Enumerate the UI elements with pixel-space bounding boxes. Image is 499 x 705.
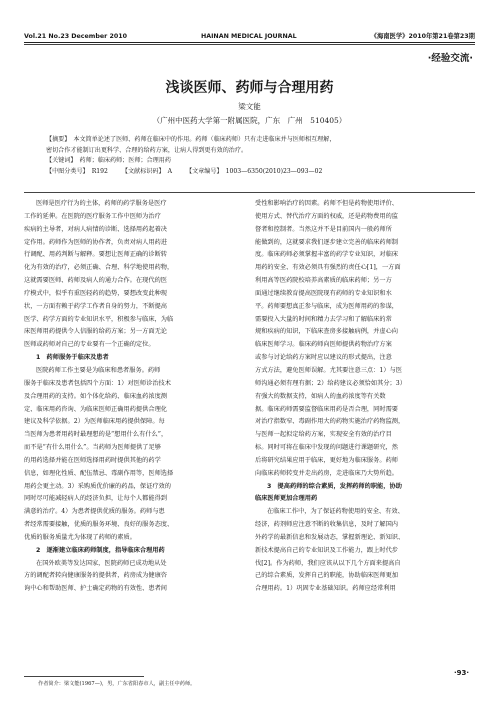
body-text-line: 在国外欧美等发达国家，医院药师已成功地从处 bbox=[36, 559, 167, 567]
running-header bbox=[24, 30, 475, 40]
body-text-line: 用药的安全、有效必须具有强烈的责任心[1]，一方面 bbox=[255, 264, 401, 272]
body-text-line: 能做到的，这就要求我们逐步建立完善的临床药师制 bbox=[255, 238, 399, 246]
section-heading: 2 逐渐建立临床药师制度，指导临床合理用药 bbox=[36, 546, 165, 554]
body-text-line: 而不是“有什么用什么”。当药师为医师提供了足够 bbox=[24, 444, 161, 452]
classification-line bbox=[46, 167, 453, 178]
section-heading: 1 药师服务于临床及患者 bbox=[36, 354, 109, 362]
header-rule-thin bbox=[24, 44, 475, 45]
author-affiliation: （广州中医药大学第一附属医院，广东 广州 510405） bbox=[152, 116, 347, 125]
body-text-line: 询中心和帮助医师、护士确定药物的有效性、患者间 bbox=[24, 585, 168, 593]
header-volume: Vol.21 No.23 December 2010 bbox=[24, 33, 127, 40]
section-heading: 3 提高药师的综合素质，发挥药师的职能，协助 bbox=[267, 482, 402, 490]
body-text-line: 平。药师要想真正参与临床，成为医师用药的参谋， bbox=[255, 302, 399, 310]
body-text-line: 行调配、用药判断与解释。要想让医师正确的诊断转 bbox=[24, 251, 168, 259]
keywords: 【关键词】 药师；临床药师；医师；合理用药 bbox=[46, 157, 171, 165]
body-text-line: 临床医师学习。临床药师向医师提供药物治疗方案 bbox=[255, 341, 392, 349]
author-footnote: 作者简介：梁文能(1967—)，男，广东省阳春市人，副主任中药师。 bbox=[38, 681, 196, 687]
body-text-line: 医院药师工作主要是为临床和患者服务。药师 bbox=[36, 366, 161, 374]
body-text-line: 或参与讨论给药方案时应以建议的形式提出，注意 bbox=[255, 354, 392, 362]
body-text-line: 同时尽可能减轻病人的经济负担，让每个人都能得到 bbox=[24, 495, 168, 503]
body-text-line: 需要投入大量的时间和精力去学习和了解临床的常 bbox=[255, 315, 392, 323]
body-text-line: 者经常需要接触，优质的服务环境、良好的服务态度、 bbox=[24, 521, 174, 529]
body-text-line: 用药会更主动。3）采购质优价廉的药品，保证疗效的 bbox=[24, 482, 171, 490]
body-text-line: 受性和影响治疗的因素。药师不但是药物使用评价、 bbox=[255, 200, 399, 207]
footnote-rule bbox=[24, 676, 144, 677]
right-column bbox=[255, 198, 476, 596]
body-text-line: 与医师一起拟定给药方案，实现安全有效的治疗目 bbox=[255, 431, 392, 439]
body-text-line: 方的调配者转向健康服务的提供者，药房成为健康咨 bbox=[24, 572, 168, 580]
body-text-line: 医师或药师对自己的专业要有一个正确的定位。 bbox=[24, 341, 155, 349]
body-text-line: 疾病的主导者，对病人病情的诊断、选择用药起着决 bbox=[24, 225, 168, 233]
body-text-line: 化为有效的治疗，必须正确、合理、科学地使用药物， bbox=[24, 264, 174, 272]
body-text-line: 己的综合素质，发挥自己的职能，协助临床医师更加 bbox=[255, 572, 399, 580]
body-text-line: 医学、药学方面的专业知识水平，积极参与临床，为临 bbox=[24, 315, 174, 323]
body-text-line: 状，一方面有赖于药学工作者自身的努力，不断提高 bbox=[24, 302, 168, 310]
body-text-line: 师沟通必须有理有据；2）给药建议必须恰如其分；3） bbox=[255, 379, 406, 387]
body-text-line: 这就需要医师、药师及病人的通力合作。在现代的医 bbox=[24, 277, 168, 285]
body-text-line: 规和疾病的知识，下临床查房多接触病例，并虚心向 bbox=[255, 328, 399, 336]
abstract-line: 密切合作才能制订出更科学、合理的给药方案，让病人得到更有效的治疗。 bbox=[46, 146, 248, 154]
body-text-line: 合理用药。1）巩固专业基础知识。药师应经常利用 bbox=[255, 585, 396, 593]
body-text-line: 工作的延伸。在医院的医疗服务工作中医师为治疗 bbox=[24, 212, 161, 220]
body-text-line: 定、临床用药咨询、为临床医师正确用药提供合理化 bbox=[24, 405, 168, 413]
body-text-line: 对治疗指数窄、毒副作用大的药物实施治疗药物监测， bbox=[255, 418, 405, 426]
section-heading: 临床医师更加合理用药 bbox=[255, 495, 318, 503]
header-journal-name: HAINAN MEDICAL JOURNAL bbox=[200, 33, 297, 40]
body-text-line: 信息，如理化性质、配伍禁忌、毒副作用等，医师选择 bbox=[24, 469, 174, 477]
section-tag: ·经验交流· bbox=[427, 53, 473, 64]
body-text-line: 外药学的最新信息和发展动态，掌握新理论、新知识、 bbox=[255, 533, 405, 541]
body-text-line: 定作用。药师作为医师的协作者，负责对病人用药进 bbox=[24, 238, 168, 246]
body-text-line: 新技术提高自己的专业知识及工作能力，跟上时代步 bbox=[255, 546, 399, 554]
body-text-line: 优质的服务质量尤为体现了药师的素质。 bbox=[24, 533, 136, 541]
article-number: 【文章编号】 1003—6350(2010)23—093—02 bbox=[186, 167, 323, 175]
body-text-line: 医师是医疗行为的主体，药师的药学服务是医疗 bbox=[36, 200, 167, 207]
body-text-line: 经济，药剂师应注意不断的收集信息，及时了解国内 bbox=[255, 521, 399, 529]
body-text-line: 床医师用药提供令人信服的给药方案；另一方面无论 bbox=[24, 328, 168, 336]
page-number: ·93· bbox=[453, 669, 469, 677]
body-text-line: 据。临床药师需要监督临床用药是否合理，同时需要 bbox=[255, 405, 399, 413]
article-author: 梁文能 bbox=[238, 102, 261, 111]
body-text-line: 伐[2]。作为药师，我们应该从以下几个方面来提高自 bbox=[255, 559, 401, 567]
body-text-line: 的用药选择并能在医师选择用药时提供其他的药学 bbox=[24, 456, 161, 464]
body-text-line: 利用高等医药院校培养高素质的临床药师；另一方 bbox=[255, 277, 392, 285]
body-text-line: 使用方式、替代治疗方面的权威，还是药物费用的监 bbox=[255, 212, 399, 220]
body-text-line: 在临床工作中，为了保证药物使用的安全、有效、 bbox=[267, 508, 404, 516]
body-text-line: 标。同时可将在临床中发现的问题进行课题研究，然 bbox=[255, 444, 399, 452]
body-text-line: 有强大的数据支持，如病人的血药浓度等有关数 bbox=[255, 392, 386, 400]
body-text-line: 服务于临床及患者包括四个方面：1）对医师诊治技术 bbox=[24, 379, 171, 387]
left-column bbox=[24, 198, 245, 596]
body-text-line: 方式方法，避免医师误解。尤其要注意三点：1）与医 bbox=[255, 366, 402, 374]
body-text-line: 后将研究结果应用于临床，更好地为临床服务。药师 bbox=[255, 456, 399, 464]
header-rule bbox=[24, 42, 475, 43]
article-title: 浅谈医师、药师与合理用药 bbox=[165, 80, 334, 96]
clc-number: 【中图分类号】 R192 bbox=[46, 167, 108, 175]
abstract-line: 【摘要】 本文简单论述了医师、药师在临床中的作用。药师（临床药师）只有走进临床并与医师相互理解， bbox=[46, 136, 336, 143]
body-text-line: 疗模式中，似乎有重医轻药的趋势，要想改变此种现 bbox=[24, 289, 168, 297]
body-text-line: 及合理用药的支持。如个体化给药、临床血药浓度测 bbox=[24, 392, 168, 400]
abstract-divider bbox=[24, 192, 475, 193]
body-text-line: 度。临床药师必须掌握丰富的药学专业知识，对临床 bbox=[255, 251, 399, 259]
body-text-line: 面通过继续教育提高医院现有药师的专业知识和水 bbox=[255, 289, 392, 297]
body-text-line: 满意的治疗。4）为患者提供优质的服务。药师与患 bbox=[24, 508, 165, 516]
body-text-line: 建议及科学依据。2）为医师临床用药提供保障。每 bbox=[24, 418, 165, 426]
body-text-line: 督者和控制者。当然这并不是目前国内一般药师所 bbox=[255, 225, 392, 233]
body-text-line: 向临床药师转变并走出药房，走进临床乃大势所趋。 bbox=[255, 469, 399, 477]
document-code: 【文献标识码】 A bbox=[121, 167, 173, 175]
abstract-block bbox=[46, 135, 453, 177]
body-text-line: 当医师为患者用药时最理想的是“想用什么有什么”， bbox=[24, 431, 168, 439]
header-issue: 《海南医学》2010年第21卷第23期 bbox=[370, 33, 475, 40]
